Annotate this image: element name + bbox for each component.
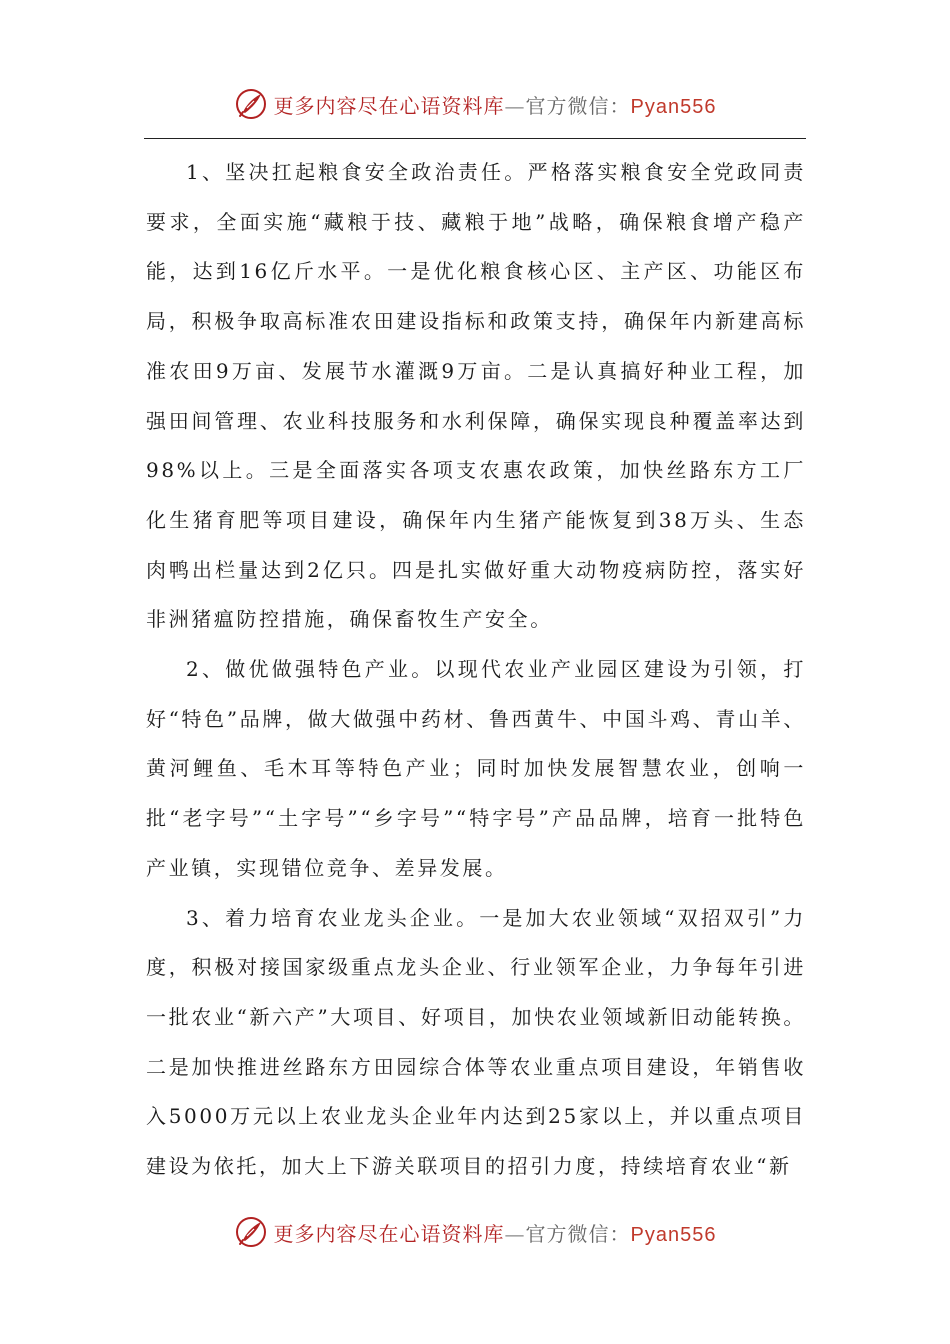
feather-pen-icon [234, 87, 268, 121]
header-site-name: 更多内容尽在心语资料库 [273, 93, 505, 118]
header-wechat-id: Pyan556 [630, 95, 717, 118]
header-official-label: 官方微信： [525, 93, 631, 118]
header-dash: — [504, 93, 526, 118]
header-banner [0, 80, 950, 128]
footer-text [274, 1218, 717, 1247]
paragraph-grain-security: 1、坚决扛起粮食安全政治责任。严格落实粮食安全党政同责要求，全面实施“藏粮于技、藏粮于地”战略，确保粮食增产稳产能，达到16亿斤水平。一是优化粮食核心区、主产区、功能区布局，积极争取高标准农田建设指标和政策支持，确保年内新建高标准农田9万亩、发展节水灌溉9万亩。二是认真搞好种业工程，加强田间管理、农业科技服务和水利保障，确保实现良种覆盖率达到98%以上。三是全面落实各项支农惠农政策，加快丝路东方工厂化生猪育肥等项目建设，确保年内生猪产能恢复到38万头、生态肉鸭出栏量达到2亿只。四是扎实做好重大动物疫病防控，落实好非洲猪瘟防控措施，确保畜牧生产安全。 [146, 160, 806, 632]
footer-official-label: 官方微信： [525, 1221, 631, 1246]
paragraph-special-industry: 2、做优做强特色产业。以现代农业产业园区建设为引领，打好“特色”品牌，做大做强中药材、鲁西黄牛、中国斗鸡、青山羊、黄河鲤鱼、毛木耳等特色产业；同时加快发展智慧农业，创响一批“老字号”“土字号”“乡字号”“特字号”产品品牌，培育一批特色产业镇，实现错位竞争、差异发展。 [146, 657, 806, 880]
document-body [146, 148, 806, 1192]
footer-banner [0, 1208, 950, 1256]
header-text [274, 90, 717, 119]
paragraph-leading-enterprises: 3、着力培育农业龙头企业。一是加大农业领域“双招双引”力度，积极对接国家级重点龙头企业、行业领军企业，力争每年引进一批农业“新六产”大项目、好项目，加快农业领域新旧动能转换。二是加快推进丝路东方田园综合体等农业重点项目建设，年销售收入5000万元以上农业龙头企业年内达到25家以上，并以重点项目建设为依托，加大上下游关联项目的招引力度，持续培育农业“新 [146, 905, 806, 1179]
footer-site-name: 更多内容尽在心语资料库 [273, 1221, 505, 1246]
header-divider [144, 138, 806, 139]
footer-wechat-id: Pyan556 [630, 1223, 717, 1246]
feather-pen-icon [234, 1215, 268, 1249]
footer-dash: — [504, 1221, 526, 1246]
